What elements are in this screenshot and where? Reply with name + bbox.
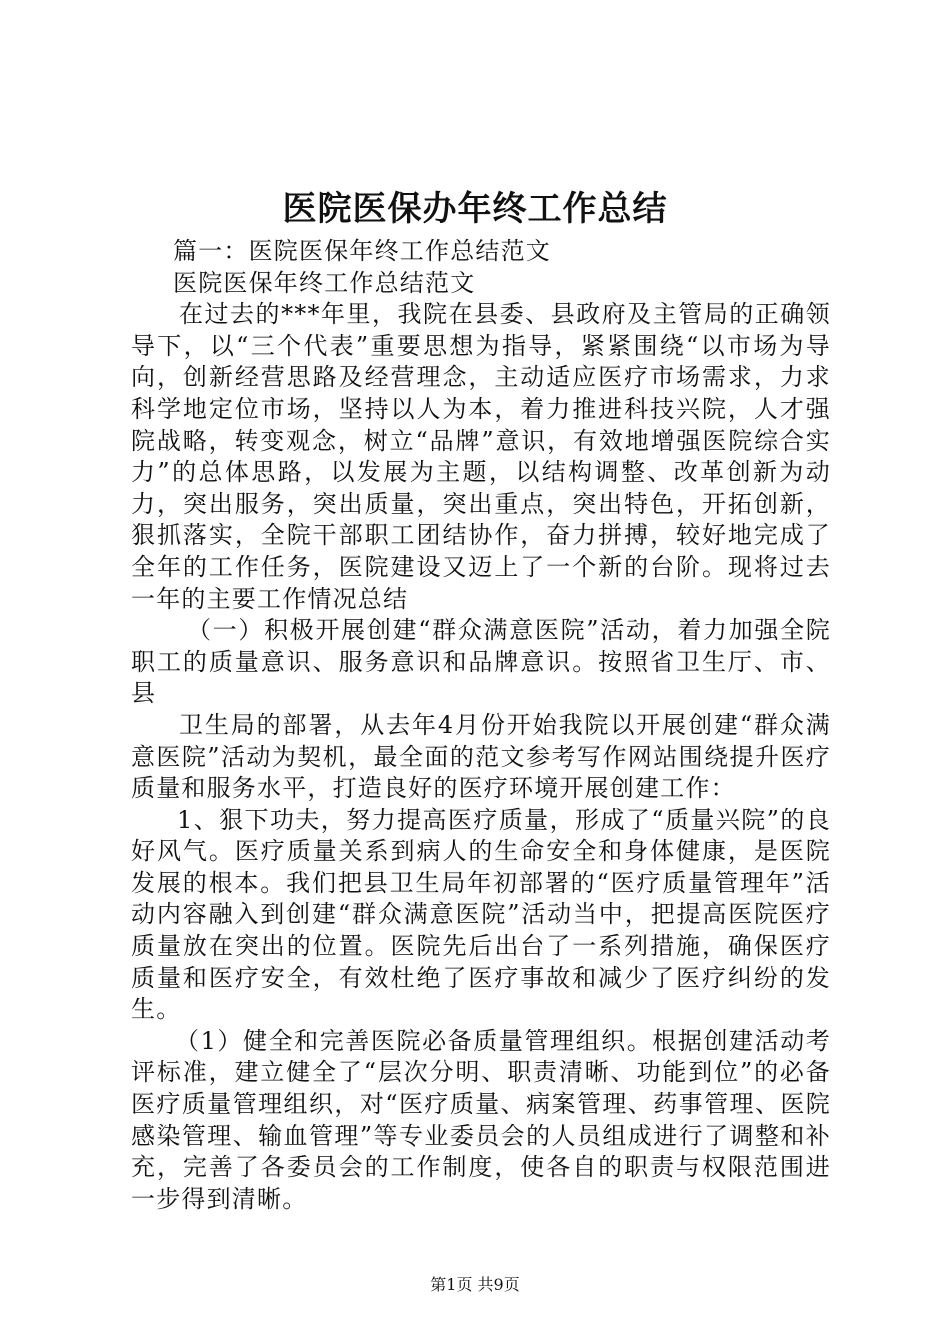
page-number-footer: 第1页 共9页: [430, 1275, 520, 1294]
subheading-sample-title: 医院医保年终工作总结范文: [173, 268, 476, 297]
paragraph-item-one: 1、狠下功夫，努力提高医疗质量，形成了“质量兴院”的良好风气。医疗质量关系到病人的生命安全和身体健康，是医院发展的根本。我们把县卫生局年初部署的“医疗质量管理年”活动内容融入到创建“群众满意医院”活动当中，把提高医院医疗质量放在突出的位置。医院先后出台了一系列措施，确保医疗质量和医疗安全，有效杜绝了医疗事故和减少了医疗纠纷的发生。: [131, 805, 831, 1024]
paragraph-section-one: （一）积极开展创建“群众满意医院”活动，着力加强全院职工的质量意识、服务意识和品牌意识。按照省卫生厅、市、县: [131, 616, 831, 708]
paragraph-deployment: 卫生局的部署，从去年4月份开始我院以开展创建“群众满意医院”活动为契机，最全面的范文参考写作网站围绕提升医疗质量和服务水平，打造良好的医疗环境开展创建工作：: [131, 710, 831, 803]
subheading-chapter-one: 篇一：医院医保年终工作总结范文: [173, 237, 551, 265]
paragraph-intro: 在过去的***年里，我院在县委、县政府及主管局的正确领导下，以“三个代表”重要思想为指导，紧紧围绕“以市场为导向，创新经营思路及经营理念，主动适应医疗市场需求，力求科学地定位市场，坚持以人为本，着力推进科技兴院，人才强院战略，转变观念，树立“品牌”意识，有效地增强医院综合实力”的总体思路，以发展为主题，以结构调整、改革创新为动力，突出服务，突出质量，突出重点，突出特色，开拓创新，狠抓落实，全院干部职工团结协作，奋力拼搏，较好地完成了全年的工作任务，医院建设又迈上了一个新的台阶。现将过去一年的主要工作情况总结: [131, 300, 831, 613]
document-body: [131, 236, 831, 1215]
document-title: 医院医保办年终工作总结: [282, 189, 668, 229]
paragraph-subitem-one: （1）健全和完善医院必备质量管理组织。根据创建活动考评标准，建立健全了“层次分明、职责清晰、功能到位”的必备医疗质量管理组织，对“医疗质量、病案管理、药事管理、医院感染管理、输血管理”等专业委员会的人员组成进行了调整和补充，完善了各委员会的工作制度，使各自的职责与权限范围进一步得到清晰。: [131, 1026, 831, 1213]
